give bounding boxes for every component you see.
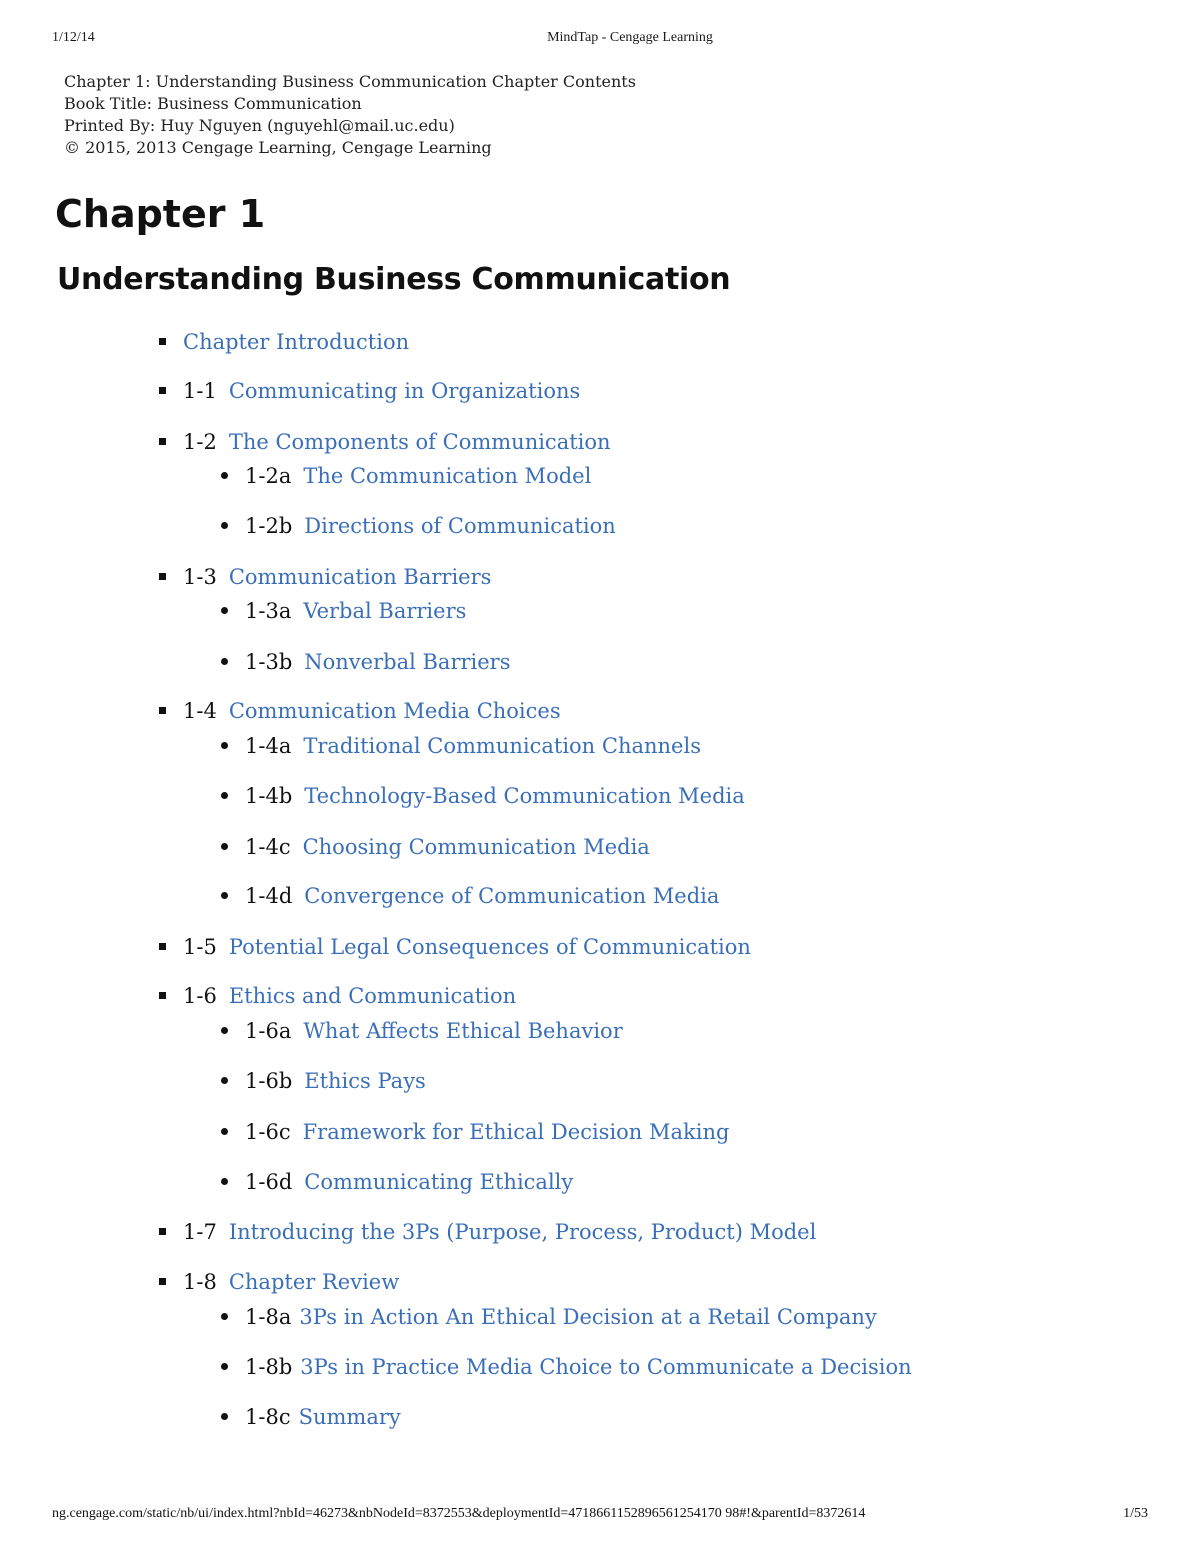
toc-link[interactable]: Ethics and Communication [228, 984, 517, 1008]
toc-number: 1-7 [183, 1220, 217, 1244]
toc-link[interactable]: Communication Barriers [228, 565, 492, 589]
toc-item [159, 328, 409, 356]
toc-number: 1-2b [245, 514, 293, 538]
toc-link[interactable]: Framework for Ethical Decision Making [302, 1120, 730, 1144]
print-date: 1/12/14 [52, 30, 95, 45]
toc-item [159, 428, 611, 456]
round-bullet-icon [221, 1363, 228, 1370]
document-meta [64, 71, 636, 159]
toc-number: 1-6c [245, 1120, 291, 1144]
toc-item [159, 697, 561, 725]
meta-book-title: Book Title: Business Communication [64, 94, 362, 113]
toc-link[interactable]: Technology-Based Communication Media [304, 784, 745, 808]
toc-subitem [221, 732, 701, 760]
round-bullet-icon [221, 472, 228, 479]
toc-link[interactable]: Communication Media Choices [228, 699, 561, 723]
round-bullet-icon [221, 1413, 228, 1420]
round-bullet-icon [221, 607, 228, 614]
toc-number: 1-4d [245, 884, 293, 908]
toc-number: 1-4b [245, 784, 293, 808]
chapter-heading: Chapter 1 [55, 192, 266, 236]
toc-link[interactable]: The Components of Communication [228, 430, 611, 454]
toc-subitem [221, 1303, 877, 1331]
round-bullet-icon [221, 792, 228, 799]
toc-number: 1-4c [245, 835, 291, 859]
round-bullet-icon [221, 1077, 228, 1084]
toc-link[interactable]: Potential Legal Consequences of Communication [228, 935, 751, 959]
toc-subitem [221, 1067, 426, 1095]
toc-number: 1-1 [183, 379, 217, 403]
toc-link[interactable]: Chapter Review [228, 1270, 400, 1294]
round-bullet-icon [221, 742, 228, 749]
toc-number: 1-6b [245, 1069, 293, 1093]
round-bullet-icon [221, 1313, 228, 1320]
square-bullet-icon [159, 707, 166, 714]
square-bullet-icon [159, 438, 166, 445]
toc-link[interactable]: Chapter Introduction [183, 330, 410, 354]
toc-link[interactable]: The Communication Model [303, 464, 592, 488]
round-bullet-icon [221, 843, 228, 850]
toc-number: 1-8b [245, 1355, 293, 1379]
toc-item [159, 982, 516, 1010]
toc-number: 1-8a [245, 1305, 292, 1329]
print-site-title: MindTap - Cengage Learning [547, 30, 713, 45]
print-header [0, 30, 1200, 50]
toc-link[interactable]: Convergence of Communication Media [304, 884, 720, 908]
toc-link[interactable]: Communicating Ethically [304, 1170, 574, 1194]
toc-link[interactable]: 3Ps in Action An Ethical Decision at a Retail Company [299, 1305, 877, 1329]
toc-number: 1-8 [183, 1270, 217, 1294]
toc-subitem [221, 1168, 573, 1196]
meta-chapter-contents: Chapter 1: Understanding Business Communication Chapter Contents [64, 72, 636, 91]
toc-link[interactable]: What Affects Ethical Behavior [303, 1019, 623, 1043]
toc-link[interactable]: Verbal Barriers [303, 599, 467, 623]
toc-link[interactable]: 3Ps in Practice Media Choice to Communicate a Decision [300, 1355, 912, 1379]
toc-number: 1-4a [245, 734, 292, 758]
square-bullet-icon [159, 1228, 166, 1235]
toc-link[interactable]: Ethics Pays [304, 1069, 426, 1093]
round-bullet-icon [221, 1178, 228, 1185]
toc-link[interactable]: Introducing the 3Ps (Purpose, Process, Product) Model [228, 1220, 817, 1244]
round-bullet-icon [221, 1027, 228, 1034]
toc-number: 1-2 [183, 430, 217, 454]
toc-number: 1-6d [245, 1170, 293, 1194]
toc-subitem [221, 1353, 912, 1381]
toc-subitem [221, 1118, 729, 1146]
meta-copyright: © 2015, 2013 Cengage Learning, Cengage Learning [64, 138, 492, 157]
toc-link[interactable]: Traditional Communication Channels [303, 734, 701, 758]
toc-item [159, 933, 751, 961]
toc-link[interactable]: Summary [298, 1405, 401, 1429]
print-page-number: 1/53 [1123, 1506, 1148, 1521]
square-bullet-icon [159, 387, 166, 394]
toc-item [159, 1218, 816, 1246]
round-bullet-icon [221, 522, 228, 529]
toc-subitem [221, 882, 719, 910]
toc-subitem [221, 1017, 623, 1045]
square-bullet-icon [159, 1278, 166, 1285]
toc-subitem [221, 597, 466, 625]
toc-subitem [221, 648, 510, 676]
round-bullet-icon [221, 658, 228, 665]
toc-link[interactable]: Directions of Communication [304, 514, 616, 538]
chapter-subheading: Understanding Business Communication [57, 262, 731, 297]
toc-number: 1-4 [183, 699, 217, 723]
toc-item [159, 563, 491, 591]
toc-subitem [221, 782, 745, 810]
toc-number: 1-5 [183, 935, 217, 959]
toc-link[interactable]: Nonverbal Barriers [304, 650, 511, 674]
square-bullet-icon [159, 338, 166, 345]
toc-number: 1-6a [245, 1019, 292, 1043]
meta-printed-by: Printed By: Huy Nguyen (nguyehl@mail.uc.edu) [64, 116, 455, 135]
print-url: ng.cengage.com/static/nb/ui/index.html?nbId=46273&nbNodeId=8372553&deploymentId=4718661152896561254170 98#!&parentId=8372614 [52, 1506, 866, 1521]
toc-subitem [221, 512, 616, 540]
toc-subitem [221, 1403, 401, 1431]
round-bullet-icon [221, 892, 228, 899]
toc-item [159, 1268, 399, 1296]
toc-subitem [221, 462, 591, 490]
square-bullet-icon [159, 573, 166, 580]
toc-number: 1-6 [183, 984, 217, 1008]
toc-number: 1-3a [245, 599, 292, 623]
toc-link[interactable]: Choosing Communication Media [302, 835, 650, 859]
toc-number: 1-8c [245, 1405, 291, 1429]
toc-number: 1-3 [183, 565, 217, 589]
toc-item [159, 377, 580, 405]
round-bullet-icon [221, 1128, 228, 1135]
toc-link[interactable]: Communicating in Organizations [228, 379, 581, 403]
square-bullet-icon [159, 943, 166, 950]
square-bullet-icon [159, 992, 166, 999]
toc-subitem [221, 833, 650, 861]
toc-number: 1-2a [245, 464, 292, 488]
toc-number: 1-3b [245, 650, 293, 674]
